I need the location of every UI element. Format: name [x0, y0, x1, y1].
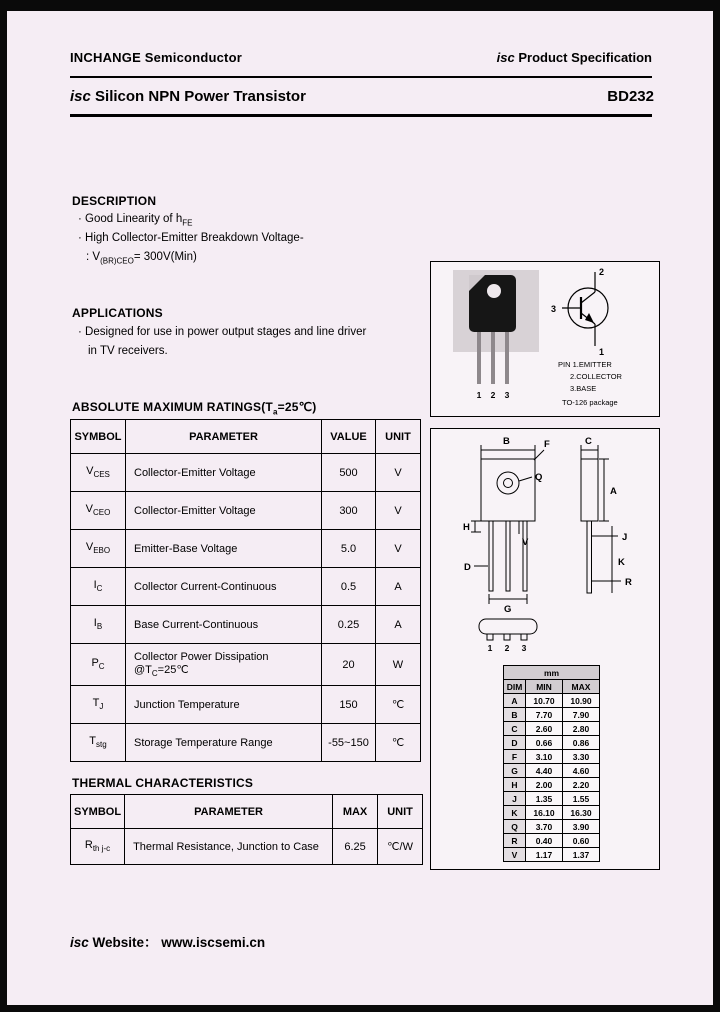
pin-legend-base: 3.BASE — [570, 384, 597, 393]
dims-header-row — [504, 680, 600, 694]
min-cell: 1.35 — [526, 792, 563, 806]
absolute-maximum-ratings-table — [70, 419, 421, 762]
thermal-characteristics-heading: THERMAL CHARACTERISTICS — [72, 776, 254, 790]
symbol-pin-base: 3 — [551, 304, 557, 314]
symbol-base: V — [85, 541, 94, 554]
bullet-glyph: · — [78, 213, 82, 225]
absolute-maximum-ratings-heading — [72, 400, 316, 416]
product-spec-text: Product Specification — [514, 50, 652, 65]
unit-cell: ℃/W — [378, 829, 423, 865]
symbol-cell — [71, 454, 126, 492]
symbol-base: I — [93, 617, 97, 630]
header-divider — [70, 76, 652, 78]
dim-cell: R — [504, 834, 526, 848]
table-header-row — [71, 795, 423, 829]
table-row — [71, 606, 421, 644]
subscript: a — [272, 407, 278, 417]
pin-number-3: 3 — [521, 643, 527, 653]
parameter-cell: Collector Current-Continuous — [126, 568, 322, 606]
table-row — [71, 644, 421, 686]
dims-row — [504, 708, 600, 722]
unit-cell: V — [376, 492, 421, 530]
description-bullet-1 — [78, 213, 192, 227]
unit-cell: ℃ — [376, 686, 421, 724]
symbol-base: T — [89, 735, 97, 748]
max-cell: 10.90 — [563, 694, 600, 708]
dim-label-H: H — [463, 522, 470, 533]
column-header-parameter: PARAMETER — [125, 795, 333, 829]
dims-row — [504, 736, 600, 750]
symbol-pin-emitter: 1 — [599, 347, 605, 357]
pin-number-1: 1 — [476, 390, 482, 400]
heading-text: ABSOLUTE MAXIMUM RATINGS(T — [72, 400, 273, 414]
dim-cell: J — [504, 792, 526, 806]
dim-cell: F — [504, 750, 526, 764]
subscript: EBO — [93, 546, 111, 556]
min-cell: 10.70 — [526, 694, 563, 708]
pin-number-1: 1 — [487, 643, 493, 653]
table-row — [71, 724, 421, 762]
symbol-cell — [71, 568, 126, 606]
dim-label-J: J — [622, 532, 628, 543]
max-cell: 2.20 — [563, 778, 600, 792]
dim-label-C: C — [585, 436, 592, 447]
value-cell: 5.0 — [322, 530, 376, 568]
value-cell: 6.25 — [333, 829, 378, 865]
subscript: J — [99, 702, 104, 712]
description-continuation — [86, 251, 197, 265]
symbol-cell — [71, 644, 126, 686]
heading-text: =25℃) — [277, 400, 317, 414]
applications-continuation: in TV receivers. — [88, 345, 168, 357]
dims-row — [504, 848, 600, 862]
dim-label-R: R — [625, 577, 632, 588]
symbol-base: R — [84, 839, 93, 852]
unit-cell: V — [376, 530, 421, 568]
table-row — [71, 492, 421, 530]
min-cell: 2.00 — [526, 778, 563, 792]
page-title-text: Silicon NPN Power Transistor — [90, 88, 306, 105]
pin-number-2: 2 — [504, 643, 510, 653]
applications-bullet-1-text: Designed for use in power output stages and line driver — [85, 326, 367, 338]
pin-number-2: 2 — [490, 390, 496, 400]
dim-label-B: B — [503, 436, 510, 447]
applications-bullet-1 — [78, 326, 366, 338]
parameter-cell: Emitter-Base Voltage — [126, 530, 322, 568]
parameter-cell: Collector-Emitter Voltage — [126, 492, 322, 530]
symbol-cell — [71, 829, 125, 865]
min-cell: 16.10 — [526, 806, 563, 820]
dim-label-V: V — [522, 537, 529, 548]
subscript: C — [151, 669, 158, 679]
dims-row — [504, 806, 600, 820]
page-title — [70, 88, 306, 105]
thermal-characteristics-table — [70, 794, 423, 865]
column-header-value: VALUE — [322, 420, 376, 454]
subscript: C — [98, 662, 105, 672]
symbol-base: T — [92, 697, 100, 710]
max-cell: 1.55 — [563, 792, 600, 806]
parameter-cell: Base Current-Continuous — [126, 606, 322, 644]
dims-col-dim: DIM — [504, 680, 526, 694]
dim-label-D: D — [464, 562, 471, 573]
dims-row — [504, 834, 600, 848]
min-cell: 7.70 — [526, 708, 563, 722]
min-cell: 2.60 — [526, 722, 563, 736]
package-lead-3 — [505, 332, 509, 384]
dims-row — [504, 764, 600, 778]
dim-label-A: A — [610, 486, 617, 497]
dim-label-K: K — [618, 557, 625, 568]
voltage-spec-pre: : V — [86, 251, 101, 263]
symbol-cell — [71, 530, 126, 568]
symbol-base: I — [93, 579, 97, 592]
description-heading: DESCRIPTION — [72, 194, 157, 208]
dim-cell: H — [504, 778, 526, 792]
dim-cell: V — [504, 848, 526, 862]
parameter-cell: Storage Temperature Range — [126, 724, 322, 762]
subscript: B — [96, 622, 103, 632]
bullet-glyph: · — [78, 326, 82, 338]
company-name: INCHANGE Semiconductor — [70, 50, 242, 65]
dim-cell: K — [504, 806, 526, 820]
pin-legend-collector: 2.COLLECTOR — [570, 372, 622, 381]
value-cell: 0.5 — [322, 568, 376, 606]
max-cell: 3.90 — [563, 820, 600, 834]
subscript: CES — [93, 470, 110, 480]
parameter-cell: Thermal Resistance, Junction to Case — [125, 829, 333, 865]
table-row — [71, 829, 423, 865]
dims-row — [504, 750, 600, 764]
min-cell: 0.66 — [526, 736, 563, 750]
table-row — [71, 568, 421, 606]
table-row — [71, 530, 421, 568]
dim-cell: Q — [504, 820, 526, 834]
website-text: Website： www.iscsemi.cn — [88, 935, 266, 950]
package-lead-2 — [491, 332, 495, 384]
unit-cell: W — [376, 644, 421, 686]
dim-label-G: G — [504, 604, 512, 615]
value-cell: -55~150 — [322, 724, 376, 762]
max-cell: 16.30 — [563, 806, 600, 820]
title-divider — [70, 114, 652, 117]
pin-number-3: 3 — [504, 390, 510, 400]
description-bullet-2 — [78, 232, 304, 244]
emitter-arrow — [585, 313, 594, 323]
description-bullet-1-text: Good Linearity of h — [85, 213, 183, 225]
npn-transistor-symbol — [562, 272, 608, 346]
dim-cell: A — [504, 694, 526, 708]
value-cell: 0.25 — [322, 606, 376, 644]
applications-heading: APPLICATIONS — [72, 306, 163, 320]
symbol-cell — [71, 606, 126, 644]
symbol-cell — [71, 724, 126, 762]
symbol-base: V — [86, 465, 94, 478]
dims-row — [504, 694, 600, 708]
max-cell: 0.60 — [563, 834, 600, 848]
dim-cell: B — [504, 708, 526, 722]
unit-cell: A — [376, 606, 421, 644]
column-header-symbol: SYMBOL — [71, 420, 126, 454]
max-cell: 3.30 — [563, 750, 600, 764]
min-cell: 3.10 — [526, 750, 563, 764]
dims-unit-header: mm — [504, 666, 600, 680]
min-cell: 4.40 — [526, 764, 563, 778]
isc-logo-text: isc — [70, 935, 89, 950]
subscript: C — [96, 584, 103, 594]
bullet-glyph: · — [78, 232, 82, 244]
dims-col-max: MAX — [563, 680, 600, 694]
unit-cell: V — [376, 454, 421, 492]
value-cell: 300 — [322, 492, 376, 530]
parameter-cell: Junction Temperature — [126, 686, 322, 724]
symbol-base: V — [85, 503, 93, 516]
isc-logo-text: isc — [70, 88, 91, 105]
max-cell: 1.37 — [563, 848, 600, 862]
dim-cell: G — [504, 764, 526, 778]
unit-cell: A — [376, 568, 421, 606]
unit-cell: ℃ — [376, 724, 421, 762]
dim-label-Q: Q — [535, 472, 543, 483]
dim-cell: D — [504, 736, 526, 750]
package-lead-1 — [477, 332, 481, 384]
dimensions-table — [503, 665, 600, 862]
dims-row — [504, 820, 600, 834]
dim-cell: C — [504, 722, 526, 736]
subscript: CEO — [93, 508, 111, 518]
symbol-pin-collector: 2 — [599, 267, 605, 277]
subscript: stg — [96, 740, 107, 750]
min-cell: 3.70 — [526, 820, 563, 834]
value-cell: 150 — [322, 686, 376, 724]
table-header-row — [71, 420, 421, 454]
product-spec-label — [497, 50, 652, 65]
dim-label-F: F — [544, 439, 550, 450]
isc-logo-text: isc — [496, 50, 515, 65]
description-bullet-2-text: High Collector-Emitter Breakdown Voltage- — [85, 232, 304, 244]
dims-row — [504, 792, 600, 806]
dimension-drawing-lines — [471, 445, 621, 640]
parameter-line-2-pre: @T — [134, 663, 152, 676]
column-header-parameter: PARAMETER — [126, 420, 322, 454]
max-cell: 0.86 — [563, 736, 600, 750]
column-header-unit: UNIT — [378, 795, 423, 829]
parameter-line-2 — [134, 663, 318, 678]
value-cell: 500 — [322, 454, 376, 492]
symbol-cell — [71, 492, 126, 530]
parameter-cell — [126, 644, 322, 686]
parameter-line-1: Collector Power Dissipation — [134, 650, 269, 663]
dims-row — [504, 722, 600, 736]
min-cell: 0.40 — [526, 834, 563, 848]
package-figure-drawing — [431, 262, 659, 416]
symbol-base: P — [91, 657, 99, 670]
column-header-symbol: SYMBOL — [71, 795, 125, 829]
max-cell: 2.80 — [563, 722, 600, 736]
parameter-line-2-post: =25℃ — [157, 663, 189, 676]
package-name-label: TO-126 package — [562, 398, 618, 407]
dims-col-min: MIN — [526, 680, 563, 694]
max-cell: 7.90 — [563, 708, 600, 722]
dims-unit-row — [504, 666, 600, 680]
subscript: th j-c — [92, 844, 111, 854]
dims-row — [504, 778, 600, 792]
mounting-hole — [487, 284, 501, 298]
max-cell: 4.60 — [563, 764, 600, 778]
value-cell: 20 — [322, 644, 376, 686]
min-cell: 1.17 — [526, 848, 563, 862]
column-header-max: MAX — [333, 795, 378, 829]
table-row — [71, 454, 421, 492]
parameter-cell: Collector-Emitter Voltage — [126, 454, 322, 492]
symbol-cell — [71, 686, 126, 724]
website-footer — [70, 931, 265, 951]
column-header-unit: UNIT — [376, 420, 421, 454]
pin-legend-emitter: PIN 1.EMITTER — [558, 360, 612, 369]
subscript: FE — [182, 218, 193, 228]
subscript: (BR)CEO — [100, 256, 134, 266]
voltage-spec-post: = 300V(Min) — [133, 251, 197, 263]
table-row — [71, 686, 421, 724]
package-figure-box — [430, 261, 660, 417]
part-number: BD232 — [607, 88, 654, 105]
outline-drawing-box — [430, 428, 660, 870]
